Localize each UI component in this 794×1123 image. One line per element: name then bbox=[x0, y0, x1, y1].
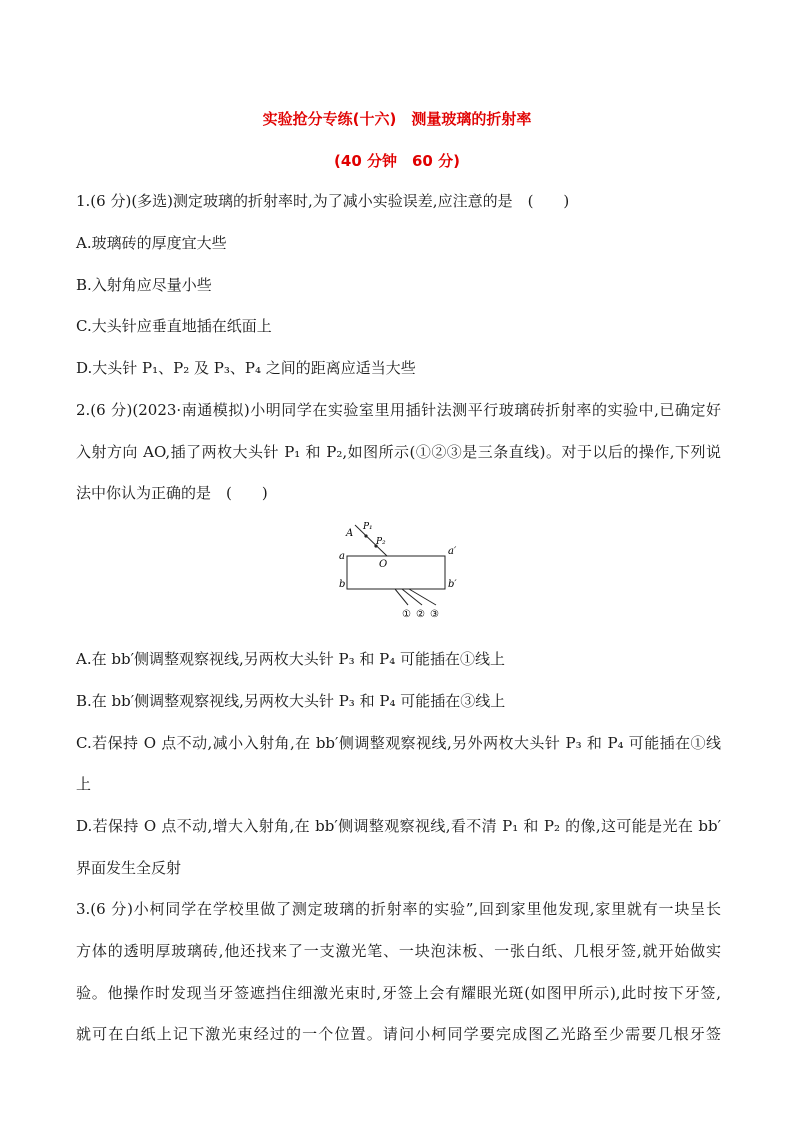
question-1-stem: 1.(6 分)(多选)测定玻璃的折射率时,为了减小实验误差,应注意的是 ( ) bbox=[76, 192, 570, 210]
line-2 bbox=[402, 589, 422, 605]
line-3 bbox=[409, 589, 436, 605]
label-line-2: ② bbox=[416, 609, 425, 620]
refraction-diagram bbox=[335, 517, 475, 622]
question-2-option-b: B.在 bb′侧调整观察视线,另两枚大头针 P₃ 和 P₄ 可能插在③线上 bbox=[76, 692, 506, 710]
question-2-stem-line-3: 法中你认为正确的是 ( ) bbox=[76, 484, 268, 502]
question-2-stem-line-1: 2.(6 分)(2023·南通模拟)小明同学在实验室里用插针法测平行玻璃砖折射率的实验中,已确定好 bbox=[76, 401, 721, 419]
label-b: b bbox=[339, 579, 346, 590]
label-p2: P₂ bbox=[376, 537, 386, 547]
question-1-option-c: C.大头针应垂直地插在纸面上 bbox=[76, 317, 272, 335]
question-1-option-b: B.入射角应尽量小些 bbox=[76, 276, 212, 294]
pin-p1 bbox=[364, 534, 367, 537]
page-subtitle: (40 分钟 60 分) bbox=[334, 152, 460, 170]
question-2-stem-line-2: 入射方向 AO,插了两枚大头针 P₁ 和 P₂,如图所示(①②③是三条直线)。对于以后的操作,下列说 bbox=[76, 443, 721, 461]
label-a-point: A bbox=[346, 528, 354, 539]
question-1-option-d: D.大头针 P₁、P₂ 及 P₃、P₄ 之间的距离应适当大些 bbox=[76, 359, 416, 377]
label-b-prime: b′ bbox=[448, 579, 457, 590]
question-2-option-a: A.在 bb′侧调整观察视线,另两枚大头针 P₃ 和 P₄ 可能插在①线上 bbox=[76, 650, 506, 668]
label-line-3: ③ bbox=[430, 609, 439, 620]
question-1-option-a: A.玻璃砖的厚度宜大些 bbox=[76, 234, 227, 252]
label-line-1: ① bbox=[402, 609, 411, 620]
question-3-stem-line-1: 3.(6 分)小柯同学在学校里做了测定玻璃的折射率的实验”,回到家里他发现,家里就有一块呈长 bbox=[76, 900, 721, 918]
question-3-stem-line-4: 就可在白纸上记下激光束经过的一个位置。请问小柯同学要完成图乙光路至少需要几根牙签 bbox=[76, 1025, 721, 1043]
label-a-prime: a′ bbox=[448, 546, 457, 557]
label-o: O bbox=[379, 559, 388, 570]
glass-block-figure bbox=[335, 517, 475, 622]
page-title: 实验抢分专练(十六) 测量玻璃的折射率 bbox=[262, 110, 532, 128]
question-2-option-c-line-2: 上 bbox=[76, 775, 92, 793]
question-2-option-d-line-1: D.若保持 O 点不动,增大入射角,在 bb′侧调整观察视线,看不清 P₁ 和 P₂ 的像,这可能是光在 bb′ bbox=[76, 817, 721, 835]
question-2-option-d-line-2: 界面发生全反射 bbox=[76, 859, 182, 877]
label-p1: P₁ bbox=[363, 522, 373, 532]
line-1 bbox=[395, 589, 408, 605]
question-2-option-c-line-1: C.若保持 O 点不动,减小入射角,在 bb′侧调整观察视线,另外两枚大头针 P₃ 和 P₄ 可能插在①线 bbox=[76, 734, 721, 752]
question-3-stem-line-2: 方体的透明厚玻璃砖,他还找来了一支激光笔、一块泡沫板、一张白纸、几根牙签,就开始做实 bbox=[76, 942, 721, 960]
glass-block bbox=[347, 556, 445, 589]
question-3-stem-line-3: 验。他操作时发现当牙签遮挡住细激光束时,牙签上会有耀眼光斑(如图甲所示),此时按下牙签, bbox=[76, 984, 721, 1002]
label-a: a bbox=[339, 551, 345, 562]
